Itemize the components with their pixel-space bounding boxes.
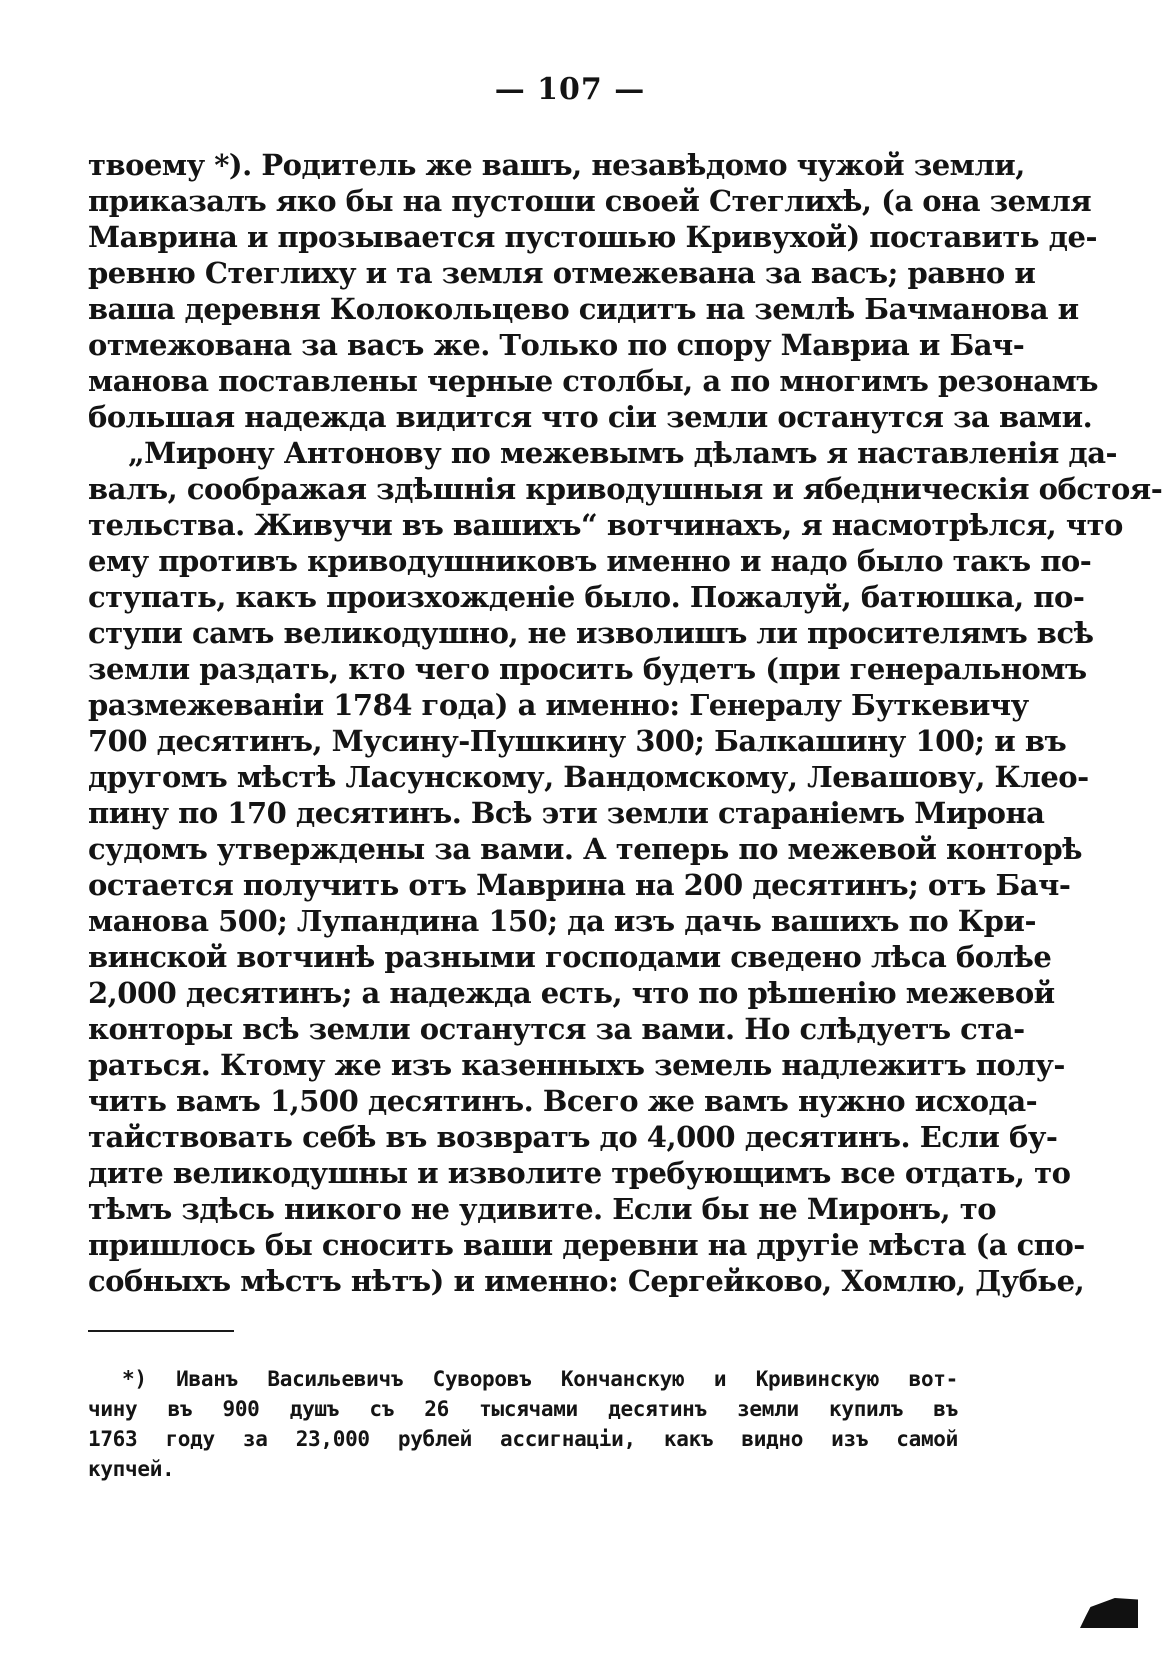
text-line: пину по 170 десятинъ. Всѣ эти земли старанiемъ Мирона bbox=[88, 796, 1045, 830]
text-line: тайствовать себѣ въ возвратъ до 4,000 десятинъ. Если бу- bbox=[88, 1120, 1058, 1154]
text-line: 2,000 десятинъ; а надежда есть, что по рѣшенiю межевой bbox=[88, 976, 1055, 1010]
text-line: твоему *). Родитель же вашъ, незавѣдомо чужой земли, bbox=[88, 148, 1025, 182]
text-line: манова поставлены черные столбы, а по многимъ резонамъ bbox=[88, 364, 1098, 398]
body-text bbox=[88, 147, 1162, 1299]
text-line: пришлось бы сносить ваши деревни на другiе мѣста (а спо- bbox=[88, 1228, 1085, 1262]
footnote-line: чину въ 900 душъ съ 26 тысячами десятинъ земли купилъ въ bbox=[88, 1397, 958, 1421]
scan-corner-mark bbox=[1080, 1598, 1138, 1628]
text-line: ступать, какъ произхожденiе было. Пожалуй, батюшка, по- bbox=[88, 580, 1085, 614]
footnote-line: 1763 году за 23,000 рублей ассигнацiи, какъ видно изъ самой bbox=[88, 1427, 958, 1451]
text-line: ваша деревня Колокольцево сидитъ на землѣ Бачманова и bbox=[88, 292, 1079, 326]
text-line: отмежована за васъ же. Только по спору Мавриа и Бач- bbox=[88, 328, 1025, 362]
text-line: тѣмъ здѣсь никого не удивите. Если бы не Миронъ, то bbox=[88, 1192, 997, 1226]
text-line: тельства. Живучи въ вашихъ“ вотчинахъ, я насмотрѣлся, что bbox=[88, 508, 1123, 542]
text-line: валъ, соображая здѣшнiя криводушныя и ябедническiя обстоя- bbox=[88, 472, 1162, 506]
text-line: другомъ мѣстѣ Ласунскому, Вандомскому, Левашову, Клео- bbox=[88, 760, 1089, 794]
page-number: — 107 — bbox=[494, 72, 646, 107]
text-line: ему противъ криводушниковъ именно и надо было такъ по- bbox=[88, 544, 1092, 578]
text-line: Маврина и прозывается пустошью Кривухой) поставить де- bbox=[88, 220, 1097, 254]
text-line: большая надежда видится что сiи земли останутся за вами. bbox=[88, 400, 1093, 434]
text-line: манова 500; Лупандина 150; да изъ дачь вашихъ по Кри- bbox=[88, 904, 1036, 938]
text-line: раться. Ктому же изъ казенныхъ земель надлежитъ полу- bbox=[88, 1048, 1065, 1082]
text-line: 700 десятинъ, Мусину-Пушкину 300; Балкашину 100; и въ bbox=[88, 724, 1067, 758]
paragraph-start-line: „Мирону Антонову по межевымъ дѣламъ я наставленiя да- bbox=[128, 436, 1118, 470]
text-line: ступи самъ великодушно, не изволишъ ли просителямъ всѣ bbox=[88, 616, 1094, 650]
text-line: остается получить отъ Маврина на 200 десятинъ; отъ Бач- bbox=[88, 868, 1071, 902]
text-line: чить вамъ 1,500 десятинъ. Всего же вамъ нужно исхода- bbox=[88, 1084, 1038, 1118]
text-line: собныхъ мѣстъ нѣтъ) и именно: Сергейково, Хомлю, Дубье, bbox=[88, 1264, 1085, 1298]
text-line: судомъ утверждены за вами. А теперь по межевой конторѣ bbox=[88, 832, 1083, 866]
footnote bbox=[88, 1364, 958, 1484]
footnote-divider bbox=[88, 1330, 234, 1332]
text-line: конторы всѣ земли останутся за вами. Но слѣдуетъ ста- bbox=[88, 1012, 1025, 1046]
footnote-line: купчей. bbox=[88, 1457, 175, 1481]
footnote-line: *) Иванъ Васильевичъ Суворовъ Кончанскую и Кривинскую вот- bbox=[122, 1367, 958, 1391]
text-line: приказалъ яко бы на пустоши своей Стеглихѣ, (а она земля bbox=[88, 184, 1092, 218]
text-line: ревню Стеглиху и та земля отмежевана за васъ; равно и bbox=[88, 256, 1036, 290]
text-line: винской вотчинѣ разными господами сведено лѣса болѣе bbox=[88, 940, 1052, 974]
text-line: земли раздать, кто чего просить будетъ (при генеральномъ bbox=[88, 652, 1087, 686]
text-line: дите великодушны и изволите требующимъ все отдать, то bbox=[88, 1156, 1071, 1190]
text-line: размежеванiи 1784 года) а именно: Генералу Буткевичу bbox=[88, 688, 1029, 722]
